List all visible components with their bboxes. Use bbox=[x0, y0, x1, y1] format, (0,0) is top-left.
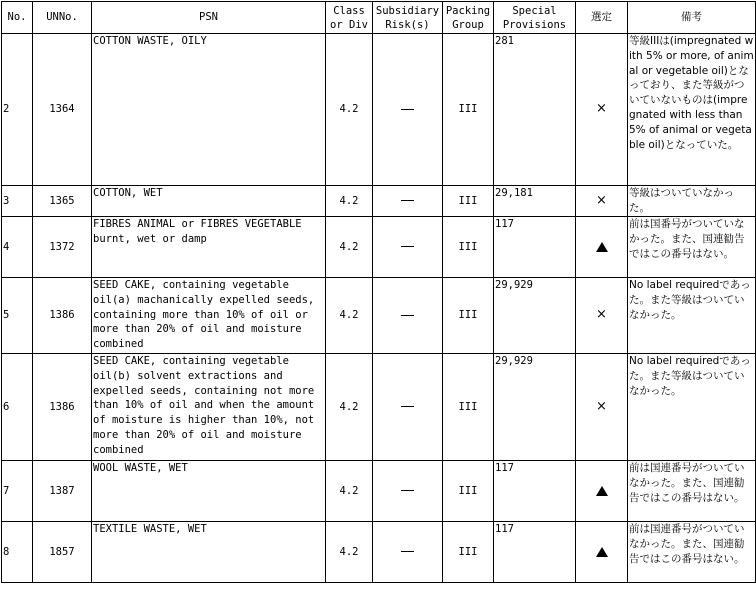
cell-packing-group: III bbox=[443, 354, 494, 461]
cell-psn: SEED CAKE, containing vegetable oil(b) solvent extractions and expelled seeds, containing not more than 10% of oil and when the amount of moisture is higher than 10%, not more than 20% of oil and moisture combined bbox=[92, 354, 326, 461]
cell-remarks: 前は国連番号がついていなかった。また、国連勧告ではこの番号はない。 bbox=[628, 461, 756, 522]
cell-no: 8 bbox=[2, 522, 33, 583]
cell-packing-group: III bbox=[443, 522, 494, 583]
header-special-provisions bbox=[494, 2, 576, 34]
cell-selection bbox=[576, 522, 628, 583]
header-selection: 選定 bbox=[576, 2, 628, 34]
cross-icon: × bbox=[596, 101, 607, 117]
cell-psn: COTTON WASTE, OILY bbox=[92, 34, 326, 186]
cell-un-no: 1365 bbox=[33, 186, 92, 217]
cell-packing-group: III bbox=[443, 34, 494, 186]
header-special-line1: Special bbox=[512, 4, 557, 17]
triangle-icon bbox=[596, 547, 608, 557]
table-row bbox=[2, 461, 756, 522]
cell-subsidiary bbox=[373, 354, 443, 461]
cell-special-provisions: 117 bbox=[494, 461, 576, 522]
cell-no: 5 bbox=[2, 278, 33, 354]
triangle-icon bbox=[596, 486, 608, 496]
table-row bbox=[2, 522, 756, 583]
header-subsidiary bbox=[373, 2, 443, 34]
dash-icon bbox=[401, 551, 414, 552]
dash-icon bbox=[401, 315, 414, 316]
cell-selection bbox=[576, 278, 628, 354]
cell-packing-group: III bbox=[443, 217, 494, 278]
dash-icon bbox=[401, 200, 414, 201]
cell-class: 4.2 bbox=[326, 522, 373, 583]
cell-subsidiary bbox=[373, 34, 443, 186]
header-packing-group bbox=[443, 2, 494, 34]
cell-remarks: 等級IIIは(impregnated with 5% or more, of animal or vegetable oil)となっており、また等級がついていないものは(impregnated with less than 5% of animal or vegetable oil)となっていた。 bbox=[628, 34, 756, 186]
triangle-icon bbox=[596, 242, 608, 252]
header-subsidiary-line2: Risk(s) bbox=[385, 18, 430, 31]
dangerous-goods-table bbox=[1, 1, 756, 583]
cell-special-provisions: 117 bbox=[494, 522, 576, 583]
header-subsidiary-line1: Subsidiary bbox=[375, 4, 440, 17]
cell-no: 3 bbox=[2, 186, 33, 217]
cell-class: 4.2 bbox=[326, 354, 373, 461]
cell-un-no: 1857 bbox=[33, 522, 92, 583]
cell-psn: WOOL WASTE, WET bbox=[92, 461, 326, 522]
cell-remarks: No label requiredであった。また等級はついていなかった。 bbox=[628, 354, 756, 461]
table-row bbox=[2, 186, 756, 217]
cell-special-provisions: 29,929 bbox=[494, 354, 576, 461]
cell-remarks: 等級はついていなかった。 bbox=[628, 186, 756, 217]
cell-remarks: 前は国連番号がついていなかった。また、国連勧告ではこの番号はない。 bbox=[628, 522, 756, 583]
header-un-no: UNNo. bbox=[33, 2, 92, 34]
table-row bbox=[2, 354, 756, 461]
cell-selection bbox=[576, 354, 628, 461]
dash-icon bbox=[401, 406, 414, 407]
header-class-line1: Class bbox=[333, 4, 365, 17]
cell-un-no: 1387 bbox=[33, 461, 92, 522]
header-row bbox=[2, 2, 756, 34]
cell-special-provisions: 281 bbox=[494, 34, 576, 186]
cell-remarks: 前は国番号がついていなかった。また、国連勧告ではこの番号はない。 bbox=[628, 217, 756, 278]
cell-subsidiary bbox=[373, 217, 443, 278]
table-row bbox=[2, 34, 756, 186]
header-special-line2: Provisions bbox=[502, 18, 567, 31]
cell-class: 4.2 bbox=[326, 217, 373, 278]
cell-no: 4 bbox=[2, 217, 33, 278]
cell-class: 4.2 bbox=[326, 278, 373, 354]
cross-icon: × bbox=[596, 192, 607, 208]
cell-psn: TEXTILE WASTE, WET bbox=[92, 522, 326, 583]
cell-un-no: 1364 bbox=[33, 34, 92, 186]
header-psn: PSN bbox=[92, 2, 326, 34]
cell-class: 4.2 bbox=[326, 186, 373, 217]
header-packing-line2: Group bbox=[452, 18, 484, 31]
cell-un-no: 1372 bbox=[33, 217, 92, 278]
header-class-line2: or Div bbox=[330, 18, 368, 31]
dash-icon bbox=[401, 490, 414, 491]
cell-selection bbox=[576, 186, 628, 217]
cell-subsidiary bbox=[373, 186, 443, 217]
cell-packing-group: III bbox=[443, 461, 494, 522]
cell-packing-group: III bbox=[443, 186, 494, 217]
cell-class: 4.2 bbox=[326, 461, 373, 522]
dash-icon bbox=[401, 246, 414, 247]
cell-packing-group: III bbox=[443, 278, 494, 354]
cross-icon: × bbox=[596, 307, 607, 323]
cell-un-no: 1386 bbox=[33, 354, 92, 461]
cell-subsidiary bbox=[373, 522, 443, 583]
cell-class: 4.2 bbox=[326, 34, 373, 186]
dash-icon bbox=[401, 109, 414, 110]
cell-no: 2 bbox=[2, 34, 33, 186]
cell-special-provisions: 29,181 bbox=[494, 186, 576, 217]
cell-psn: COTTON, WET bbox=[92, 186, 326, 217]
header-remarks: 備考 bbox=[628, 2, 756, 34]
header-packing-line1: Packing bbox=[445, 4, 491, 17]
cell-selection bbox=[576, 34, 628, 186]
cell-selection bbox=[576, 217, 628, 278]
table-row bbox=[2, 278, 756, 354]
table-row bbox=[2, 217, 756, 278]
cell-subsidiary bbox=[373, 278, 443, 354]
cell-remarks: No label requiredであった。また等級はついていなかった。 bbox=[628, 278, 756, 354]
cell-psn: FIBRES ANIMAL or FIBRES VEGETABLE burnt, wet or damp bbox=[92, 217, 326, 278]
cell-special-provisions: 117 bbox=[494, 217, 576, 278]
cell-subsidiary bbox=[373, 461, 443, 522]
cell-psn: SEED CAKE, containing vegetable oil(a) machanically expelled seeds, containing more than 10% of oil or more than 20% of oil and moisture combined bbox=[92, 278, 326, 354]
header-no: No. bbox=[2, 2, 33, 34]
cell-un-no: 1386 bbox=[33, 278, 92, 354]
cell-no: 7 bbox=[2, 461, 33, 522]
cell-special-provisions: 29,929 bbox=[494, 278, 576, 354]
cross-icon: × bbox=[596, 398, 607, 414]
header-class bbox=[326, 2, 373, 34]
cell-no: 6 bbox=[2, 354, 33, 461]
cell-selection bbox=[576, 461, 628, 522]
